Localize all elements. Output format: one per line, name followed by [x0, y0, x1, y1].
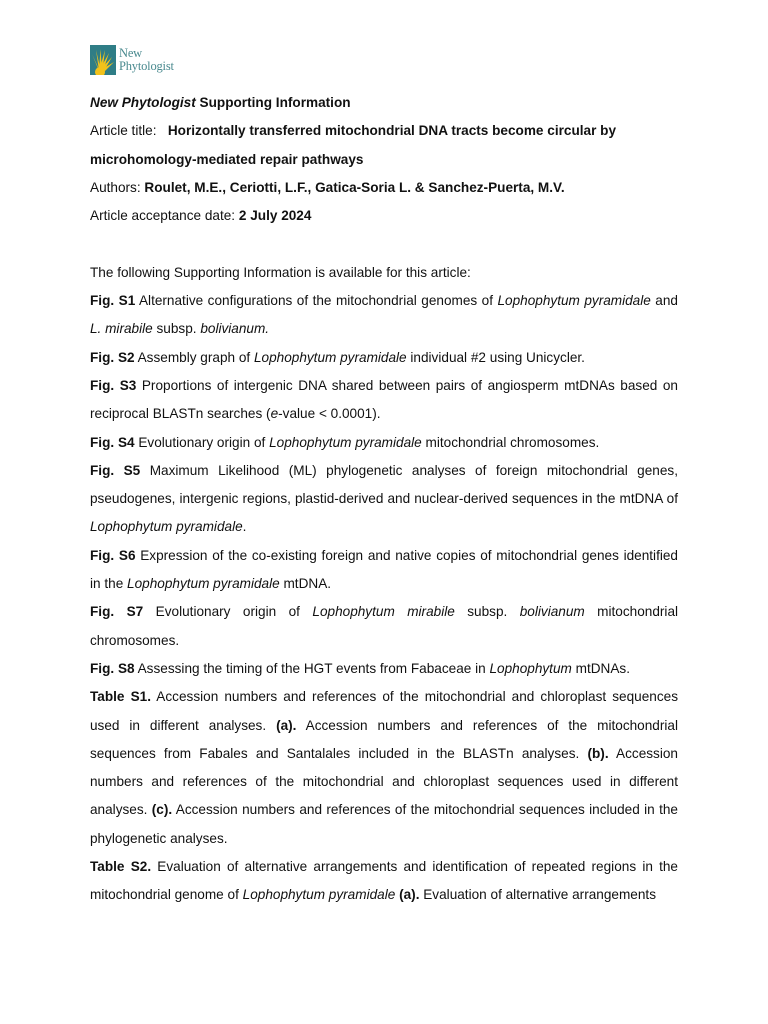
fig-s3-text: -value < 0.0001).	[278, 406, 381, 422]
table-s1-text: Accession numbers and references of the mitochondrial and chloroplast sequences used in different analyses.	[90, 745, 678, 818]
fig-s3-evalue: e	[270, 406, 279, 422]
fig-s1-species: L. mirabile	[90, 321, 153, 337]
fig-s4-text: Evolutionary origin of	[134, 434, 270, 450]
fig-s5-text: Maximum Likelihood (ML) phylogenetic analyses of foreign mitochondrial genes, pseudogenes, intergenic regions, plastid-derived and nuclear-derived sequences in the mtDNA of	[90, 462, 678, 507]
authors-line	[90, 174, 678, 202]
article-title-line-2: microhomology-mediated repair pathways	[90, 151, 364, 167]
fig-s6-text: mtDNA.	[279, 576, 332, 592]
fig-s6-species: Lophophytum pyramidale	[127, 576, 280, 592]
fig-s6-text: Expression of the co-existing foreign and native copies of mitochondrial genes identified in the	[90, 547, 678, 592]
table-s2-species: Lophophytum pyramidale	[242, 887, 396, 903]
acceptance-date: 2 July 2024	[238, 208, 312, 224]
si-heading	[90, 89, 678, 117]
fig-s5-label: Fig. S5	[90, 462, 141, 478]
fig-s4-species: Lophophytum pyramidale	[269, 434, 422, 450]
logo-line-2: Phytologist	[119, 59, 174, 73]
acceptance-date-label: Article acceptance date:	[90, 208, 239, 224]
fig-s3-label: Fig. S3	[90, 377, 137, 393]
fig-s5-entry	[90, 457, 678, 542]
table-s1-text: Accession numbers and references of the mitochondrial sequences included in the phylogenetic analyses.	[90, 802, 678, 846]
table-s2-label: Table S2.	[90, 859, 152, 875]
fig-s8-entry	[90, 655, 678, 683]
fig-s6-label: Fig. S6	[90, 547, 136, 563]
si-label: Supporting Information	[195, 95, 351, 110]
article-title-line-1	[90, 117, 678, 145]
table-s2-entry	[90, 853, 678, 910]
fig-s2-species: Lophophytum pyramidale	[253, 349, 407, 365]
fig-s1-species: Lophophytum pyramidale	[497, 293, 651, 309]
fig-s7-species: bolivianum	[519, 604, 585, 620]
table-s2-part-label: (a).	[399, 887, 420, 903]
fig-s2-text: individual #2 using Unicycler.	[406, 349, 585, 365]
fig-s1-text: and	[650, 293, 678, 309]
table-s2-text: Evaluation of alternative arrangements and identification of repeated regions in the mitochondrial genome of	[90, 859, 678, 903]
authors-names: Roulet, M.E., Ceriotti, L.F., Gatica-Soria L. & Sanchez-Puerta, M.V.	[144, 179, 565, 195]
table-s1-part-label: (a).	[276, 717, 297, 733]
logo-line-1: New	[119, 46, 143, 60]
fig-s1-text: subsp.	[152, 321, 201, 337]
logo-wordmark	[119, 47, 174, 73]
spacer	[90, 230, 678, 258]
fig-s2-text: Assembly graph of	[134, 349, 254, 365]
fig-s8-species: Lophophytum	[489, 660, 572, 676]
fig-s7-text: Evolutionary origin of	[143, 604, 313, 620]
fig-s7-species: Lophophytum mirabile	[312, 604, 455, 620]
fig-s3-entry	[90, 372, 678, 429]
fig-s3-text: Proportions of intergenic DNA shared between pairs of angiosperm mtDNAs based on reciprocal BLASTn searches (	[90, 377, 678, 422]
document-body	[90, 89, 678, 910]
table-s1-entry	[90, 683, 678, 853]
fig-s4-entry	[90, 429, 678, 457]
fig-s5-text: .	[242, 519, 247, 535]
fig-s6-entry	[90, 542, 678, 599]
fig-s7-text: mitochondrial chromosomes.	[90, 604, 679, 648]
table-s1-label: Table S1.	[90, 689, 151, 705]
fig-s8-text: Assessing the timing of the HGT events from Fabaceae in	[134, 660, 490, 676]
fig-s7-entry	[90, 598, 678, 655]
fig-s1-entry	[90, 287, 678, 344]
fig-s4-label: Fig. S4	[90, 434, 135, 450]
acceptance-date-line	[90, 202, 678, 230]
fig-s8-label: Fig. S8	[90, 660, 135, 676]
fig-s1-species: bolivianum.	[200, 321, 270, 337]
table-s1-text: Accession numbers and references of the mitochondrial and chloroplast sequences used in different analyses.	[90, 689, 678, 733]
authors-label: Authors:	[90, 179, 145, 195]
fig-s1-label: Fig. S1	[90, 293, 136, 309]
fig-s7-text: subsp.	[454, 604, 520, 620]
intro-text: The following Supporting Information is available for this article:	[90, 264, 471, 280]
journal-logo	[90, 44, 174, 76]
fig-s2-label: Fig. S2	[90, 349, 135, 365]
fig-s1-text: Alternative configurations of the mitochondrial genomes of	[135, 293, 498, 309]
journal-name: New Phytologist	[90, 95, 196, 110]
article-title-label: Article title:	[90, 123, 157, 139]
fig-s7-label: Fig. S7	[90, 604, 144, 620]
sunburst-logo-icon	[90, 45, 116, 75]
fig-s4-text: mitochondrial chromosomes.	[421, 434, 600, 450]
table-s1-text: Accession numbers and references of the mitochondrial sequences from Fabales and Santalales included in the BLASTn analyses.	[90, 717, 678, 761]
fig-s2-entry	[90, 344, 678, 372]
fig-s5-species: Lophophytum pyramidale	[90, 519, 243, 535]
table-s2-text: Evaluation of alternative arrangements	[419, 887, 656, 903]
table-s1-part-label: (c).	[151, 802, 173, 818]
article-title-text-1: Horizontally transferred mitochondrial DNA tracts become circular by	[167, 123, 617, 139]
fig-s8-text: mtDNAs.	[571, 660, 630, 676]
table-s1-part-label: (b).	[587, 745, 609, 761]
